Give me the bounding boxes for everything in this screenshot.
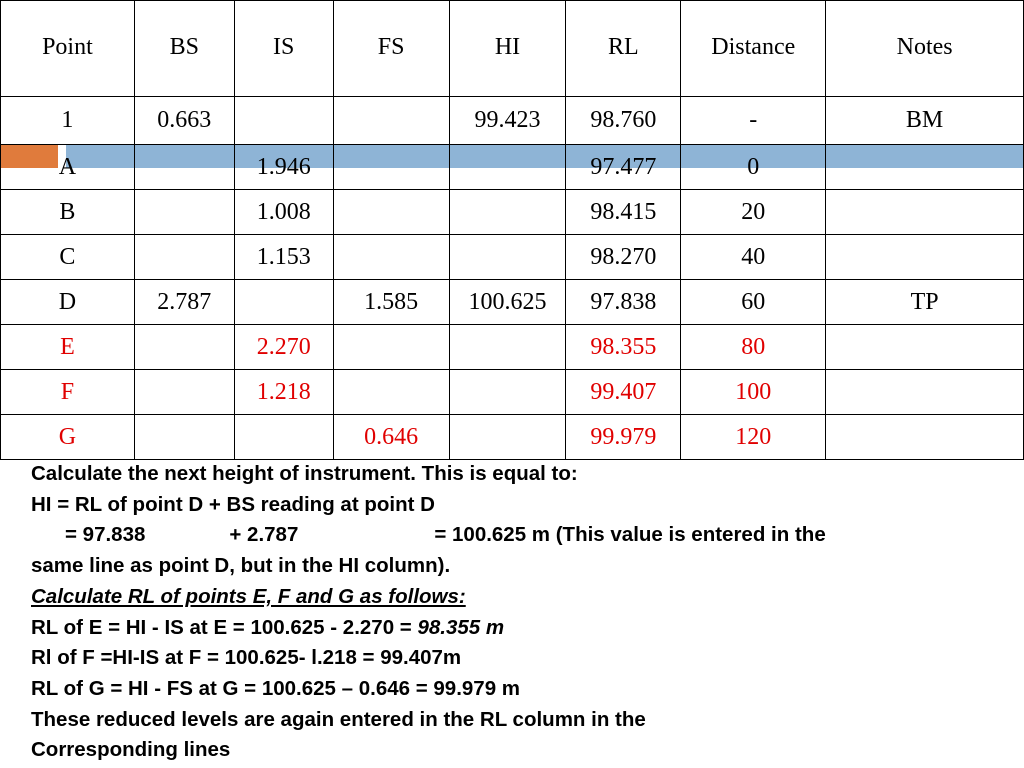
cell-distance: 80 <box>681 325 826 370</box>
header-hi: HI <box>449 1 566 97</box>
text-line: These reduced levels are again entered in the RL column in the <box>31 707 646 731</box>
cell-rl: 98.415 <box>566 190 681 235</box>
calc-part-bs: + 2.787 <box>229 523 299 547</box>
cell-distance: 60 <box>681 280 826 325</box>
calc-e-text: RL of E = HI - IS at E = 100.625 - 2.270 = <box>31 615 418 639</box>
text-line: RL of G = HI - FS at G = 100.625 – 0.646 = 99.979 m <box>31 676 521 700</box>
cell-is: 1.946 <box>234 145 333 190</box>
cell-fs <box>333 97 449 145</box>
cell-distance: 120 <box>681 415 826 460</box>
header-distance: Distance <box>681 1 826 97</box>
cell-distance: - <box>681 97 826 145</box>
calc-part-rl: = 97.838 <box>65 523 146 547</box>
cell-is <box>234 97 333 145</box>
calc-e-result: 98.355 m <box>417 615 505 639</box>
cell-rl: 97.477 <box>566 145 681 190</box>
cell-point: F <box>1 370 135 415</box>
cell-bs <box>134 190 234 235</box>
cell-hi <box>449 190 566 235</box>
cell-notes: TP <box>826 280 1024 325</box>
cell-hi <box>449 235 566 280</box>
header-fs: FS <box>333 1 449 97</box>
cell-point: C <box>1 235 135 280</box>
cell-hi: 100.625 <box>449 280 566 325</box>
cell-point: G <box>1 415 135 460</box>
cell-notes <box>826 325 1024 370</box>
cell-fs <box>333 370 449 415</box>
cell-bs: 2.787 <box>134 280 234 325</box>
cell-fs <box>333 325 449 370</box>
table-row-highlighted <box>1 415 1024 460</box>
cell-distance: 100 <box>681 370 826 415</box>
table-row <box>1 145 1024 190</box>
table-row-highlighted <box>1 325 1024 370</box>
cell-is <box>234 415 333 460</box>
cell-fs: 0.646 <box>333 415 449 460</box>
cell-bs: 0.663 <box>134 97 234 145</box>
cell-hi: 99.423 <box>449 97 566 145</box>
table-row-highlighted <box>1 370 1024 415</box>
cell-notes <box>826 235 1024 280</box>
cell-bs <box>134 235 234 280</box>
subheading: Calculate RL of points E, F and G as follows: <box>31 584 466 608</box>
header-point: Point <box>1 1 135 97</box>
header-rl: RL <box>566 1 681 97</box>
cell-fs <box>333 190 449 235</box>
cell-hi <box>449 145 566 190</box>
cell-is: 2.270 <box>234 325 333 370</box>
table-row <box>1 235 1024 280</box>
text-line: HI = RL of point D + BS reading at point D <box>31 492 435 516</box>
cell-bs <box>134 325 234 370</box>
header-bs: BS <box>134 1 234 97</box>
cell-is <box>234 280 333 325</box>
cell-point: B <box>1 190 135 235</box>
text-line-calculation <box>31 520 991 551</box>
cell-notes <box>826 145 1024 190</box>
header-is: IS <box>234 1 333 97</box>
cell-rl: 98.355 <box>566 325 681 370</box>
cell-point: D <box>1 280 135 325</box>
cell-rl: 99.979 <box>566 415 681 460</box>
text-line: Rl of F =HI-IS at F = 100.625- l.218 = 99.407m <box>31 646 462 670</box>
cell-hi <box>449 325 566 370</box>
table-header-row <box>1 1 1024 97</box>
cell-rl: 97.838 <box>566 280 681 325</box>
cell-rl: 98.270 <box>566 235 681 280</box>
cell-notes <box>826 370 1024 415</box>
cell-notes <box>826 190 1024 235</box>
cell-hi <box>449 370 566 415</box>
calc-part-result: = 100.625 m (This value is entered in the <box>434 523 826 547</box>
cell-rl: 99.407 <box>566 370 681 415</box>
cell-point: A <box>1 145 135 190</box>
cell-notes: BM <box>826 97 1024 145</box>
header-notes: Notes <box>826 1 1024 97</box>
cell-rl: 98.760 <box>566 97 681 145</box>
explanation-text <box>31 459 991 766</box>
cell-distance: 40 <box>681 235 826 280</box>
cell-bs <box>134 415 234 460</box>
cell-is: 1.153 <box>234 235 333 280</box>
cell-hi <box>449 415 566 460</box>
cell-notes <box>826 415 1024 460</box>
cell-distance: 0 <box>681 145 826 190</box>
table-row <box>1 280 1024 325</box>
cell-is: 1.218 <box>234 370 333 415</box>
cell-point: 1 <box>1 97 135 145</box>
cell-distance: 20 <box>681 190 826 235</box>
cell-is: 1.008 <box>234 190 333 235</box>
text-line: same line as point D, but in the HI column). <box>31 554 451 578</box>
cell-fs: 1.585 <box>333 280 449 325</box>
cell-point: E <box>1 325 135 370</box>
table-row <box>1 190 1024 235</box>
cell-fs <box>333 145 449 190</box>
text-line: Corresponding lines <box>31 738 231 762</box>
cell-bs <box>134 145 234 190</box>
text-line: Calculate the next height of instrument. This is equal to: <box>31 462 578 485</box>
cell-bs <box>134 370 234 415</box>
cell-fs <box>333 235 449 280</box>
text-line <box>31 613 991 644</box>
table-row <box>1 97 1024 145</box>
